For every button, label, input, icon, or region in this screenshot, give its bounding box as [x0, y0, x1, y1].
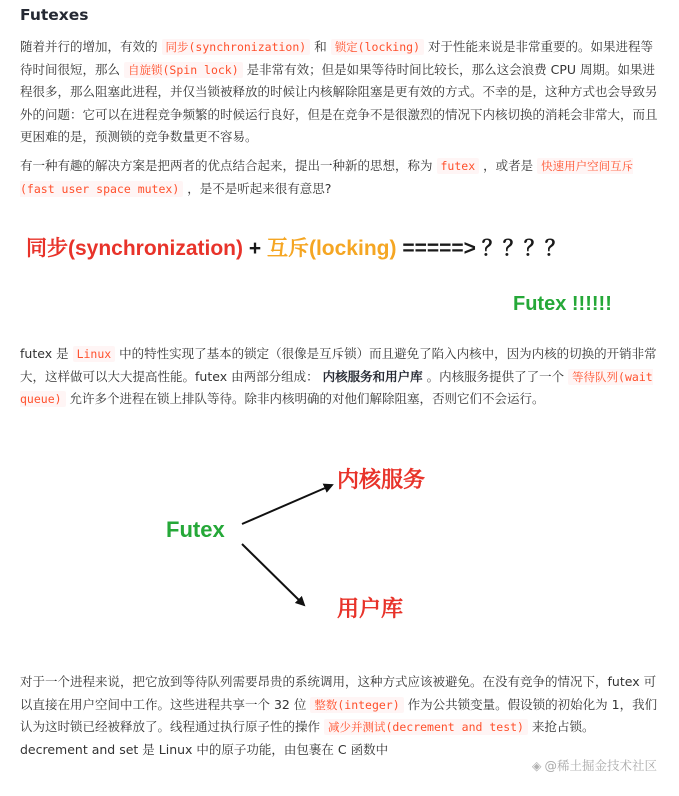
arrow-to-kernel-service	[242, 485, 332, 524]
diagram-user-library-label: 用户库	[337, 596, 404, 621]
inline-code-integer: 整数(integer)	[310, 697, 403, 713]
paragraph-1	[20, 36, 658, 149]
para4-text-2: 作为公共锁变量。假设锁的初始化为 1，我们认为这时锁已经被释放了。线程通过执行原子性的操作	[20, 696, 658, 734]
formula-arrow: =====>	[402, 237, 476, 260]
juejin-logo-icon: ◈	[531, 758, 542, 773]
inline-code-linux: Linux	[73, 346, 116, 362]
inline-code-synchronization: 同步(synchronization)	[162, 39, 311, 55]
para3-text-3: 。内核服务提供了了一个	[426, 368, 565, 384]
formula-result: Futex !!!!!!	[513, 293, 612, 315]
arrow-to-user-library	[242, 544, 304, 605]
para1-text-3: 对于性能来说是非常重要的。如果进程等待时间很短，那么	[20, 39, 653, 77]
para2-text-3: ，是不是听起来很有意思?	[187, 180, 332, 196]
paragraph-4	[20, 671, 658, 761]
para2-text-2: ，或者是	[483, 158, 534, 173]
paragraph-2	[20, 155, 658, 200]
inline-code-locking: 锁定(locking)	[331, 39, 424, 55]
watermark-text: @稀土掘金技术社区	[544, 758, 657, 773]
para4-text-3: 来抢占锁。decrement and set 是 Linux 中的原子功能，由包裹在 C 函数中	[20, 719, 595, 757]
formula-question-marks: ？？？？	[481, 237, 566, 260]
futex-diagram	[20, 450, 660, 650]
inline-code-futex: futex	[437, 158, 480, 174]
formula-plus: +	[248, 237, 262, 260]
para4-text-1: 对于一个进程来说，把它放到等待队列需要昂贵的系统调用，这种方式应该被避免。在没有竞争的情况下，futex 可以直接在用户空间中工作。这些进程共享一个 32 位	[20, 674, 657, 712]
para1-text-2: 和	[314, 39, 327, 54]
para2-text-1: 有一种有趣的解决方案是把两者的优点结合起来，提出一种新的思想，称为	[20, 158, 433, 173]
inline-code-decrement-and-test: 减少并测试(decrement and test)	[324, 719, 528, 735]
article-heading: Futexes	[20, 6, 89, 24]
diagram-futex-label: Futex	[166, 517, 225, 542]
para1-text-4: 是非常有效；但是如果等待时间比较长，那么这会浪费 CPU 周期。如果进程很多，那么阻塞此进程，并仅当锁被释放的时候让内核解除阻塞是更有效的方式。不幸的是，这种方式也会导致另外的问题：它可以在进程竞争频繁的时候运行良好，但是在竞争不是很激烈的情况下内核切换的消耗会非常大，而且更困难的是，预测锁的竞争数量更不容易。	[20, 61, 658, 144]
para1-text-1: 随着并行的增加，有效的	[20, 39, 158, 54]
inline-code-fast-user-space-mutex: 快速用户空间互斥(fast user space mutex)	[20, 159, 634, 196]
watermark	[532, 756, 657, 774]
inline-code-spin-lock: 自旋锁(Spin lock)	[124, 62, 243, 78]
diagram-kernel-service-label: 内核服务	[337, 467, 426, 492]
bold-kernel-service-user-lib: 内核服务和用户库	[322, 368, 423, 384]
para3-text-4: 允许多个进程在锁上排队等待。除非内核明确的对他们解除阻塞，否则它们不会运行。	[69, 391, 545, 406]
inline-code-wait-queue: 等待队列(wait queue)	[20, 369, 653, 406]
paragraph-3	[20, 343, 658, 411]
para3-text-1: futex 是	[20, 346, 69, 361]
formula-line	[26, 232, 566, 262]
formula-locking: 互斥(locking)	[266, 237, 397, 260]
formula-synchronization: 同步(synchronization)	[26, 237, 244, 260]
para3-text-2: 中的特性实现了基本的锁定（很像是互斥锁）而且避免了陷入内核中，因为内核的切换的开销非常大，这样做可以大大提高性能。futex 由两部分组成：	[20, 346, 657, 384]
